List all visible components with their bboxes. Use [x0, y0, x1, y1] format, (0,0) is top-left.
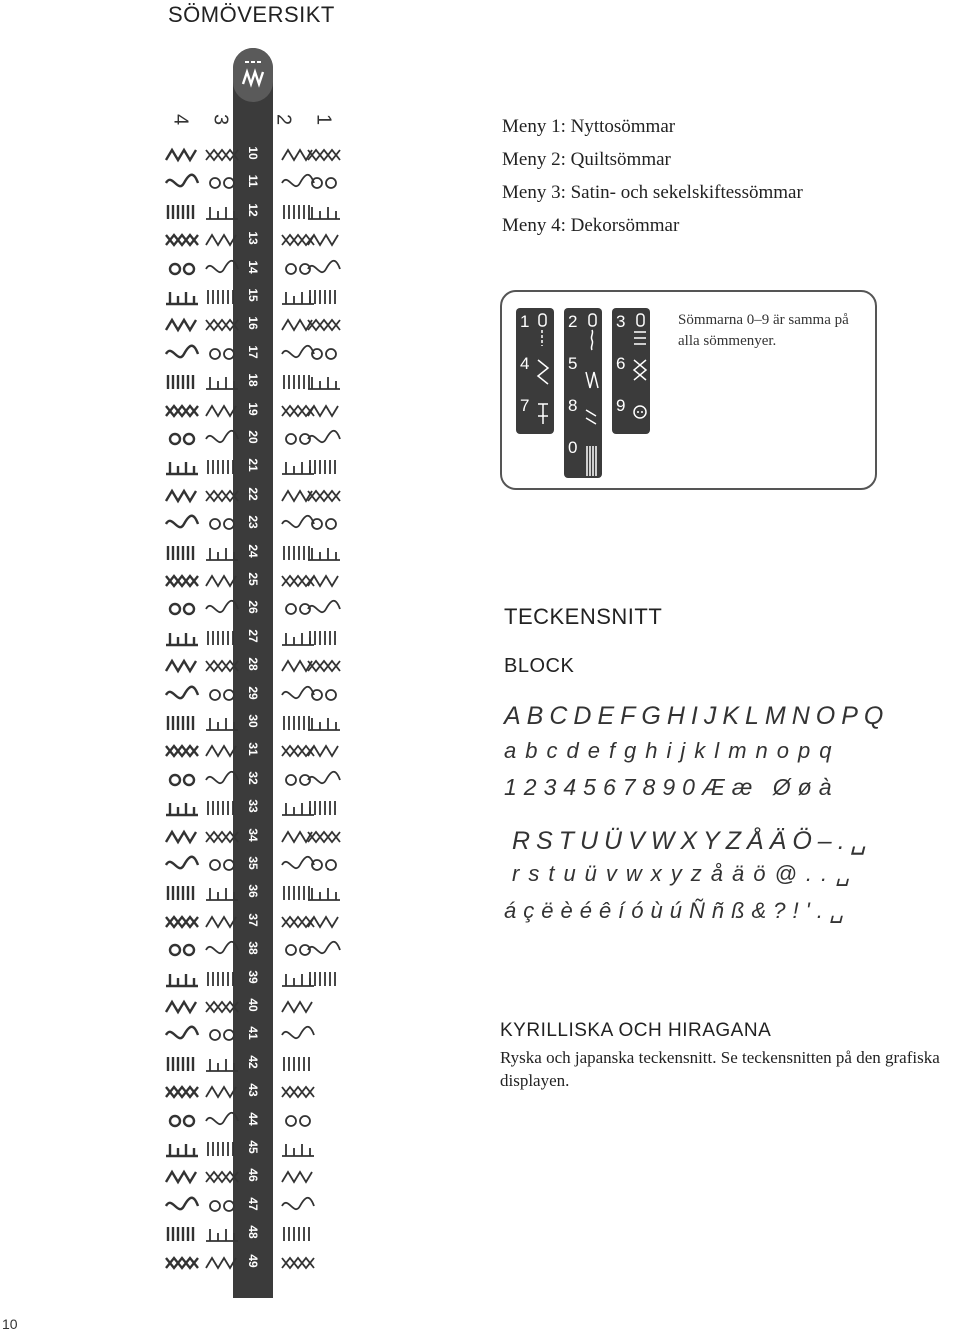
stitch-number: 26 [246, 600, 260, 615]
menu-item-4: Meny 4: Dekorsömmar [502, 215, 680, 236]
stitch-icon [204, 485, 240, 507]
stitch-icon [164, 542, 200, 564]
stitch-number: 24 [246, 543, 260, 558]
stitch-icon [164, 1110, 200, 1132]
stitch-icon [164, 229, 200, 251]
stitch-icon [204, 882, 240, 904]
stitch-icon [280, 1166, 316, 1188]
stitch-icon [164, 172, 200, 194]
stitch-icon [164, 258, 200, 280]
stitch-icon [204, 1166, 240, 1188]
key-6: 6 [616, 354, 626, 373]
block-title: BLOCK [504, 655, 575, 677]
stitch-icon [204, 1081, 240, 1103]
stitch-icon [164, 854, 200, 876]
stitch-number: 37 [246, 913, 260, 927]
stitch-icon [204, 229, 240, 251]
stitch-icon [164, 996, 200, 1018]
stitch-number: 31 [246, 742, 260, 757]
font-line-uppercase-2: RSTUÜVWXYZÅÄÖ–.␣ [512, 827, 873, 855]
menu-1-label: 1 [312, 113, 335, 126]
stitch-icon [204, 314, 240, 336]
stitch-number: 30 [246, 714, 260, 728]
stitch-icon [204, 1138, 240, 1160]
stitch-icon [204, 769, 240, 791]
menu-item-1: Meny 1: Nyttosömmar [502, 116, 676, 137]
stitch-icon [164, 826, 200, 848]
stitch-icon [204, 144, 240, 166]
basic-stitches-box [500, 290, 877, 490]
stitch-icon [164, 570, 200, 592]
stitch-number: 36 [246, 884, 260, 899]
stitch-icon [164, 968, 200, 990]
stitch-number: 44 [246, 1111, 260, 1126]
stitch-number: 22 [246, 487, 260, 501]
stitch-icon [204, 428, 240, 450]
stitch-number: 13 [246, 231, 260, 245]
stitch-icon [204, 854, 240, 876]
stitch-icon [164, 882, 200, 904]
bar-head [233, 48, 273, 102]
stitch-icon [164, 1252, 200, 1274]
stitch-icon [306, 542, 342, 564]
menu-2-label: 2 [272, 113, 295, 126]
stitch-icon [306, 712, 342, 734]
stitch-icon [164, 144, 200, 166]
stitch-icon [164, 740, 200, 762]
stitch-icon [204, 542, 240, 564]
stitch-number: 45 [246, 1140, 260, 1154]
menu-3-label: 3 [209, 113, 232, 126]
stitch-icon [164, 684, 200, 706]
stitch-icon [164, 456, 200, 478]
stitch-icon [280, 1024, 316, 1046]
stitch-number: 41 [246, 1026, 260, 1041]
menu-list [502, 110, 803, 242]
page-title: SÖMÖVERSIKT [168, 2, 335, 27]
stitch-icon [306, 968, 342, 990]
stitch-icons-col1 [536, 312, 550, 432]
stitch-number: 11 [246, 175, 260, 188]
stitch-icon [164, 1024, 200, 1046]
stitch-icon [164, 286, 200, 308]
stitch-number: 14 [246, 259, 260, 274]
menu-item-3: Meny 3: Satin- och sekelskiftessömmar [502, 182, 803, 203]
stitch-icon [204, 371, 240, 393]
key-8: 8 [568, 396, 578, 415]
stitch-icon [204, 172, 240, 194]
stitch-icon [306, 854, 342, 876]
key-7: 7 [520, 396, 530, 415]
fonts-title: TECKENSNITT [504, 604, 663, 629]
stitch-number: 48 [246, 1225, 260, 1239]
stitch-number: 12 [246, 203, 260, 217]
stitch-icon [204, 1053, 240, 1075]
key-3: 3 [616, 312, 626, 331]
font-line-lowercase-2: rstuüvwxyzåäö@..␣ [512, 861, 860, 886]
key-column-1 [516, 308, 554, 434]
stitch-icon [164, 797, 200, 819]
stitch-icon [164, 769, 200, 791]
stitch-icon [164, 1081, 200, 1103]
stitch-icon [306, 258, 342, 280]
stitch-icon [164, 939, 200, 961]
stitch-icon [164, 314, 200, 336]
stitch-number: 47 [246, 1197, 260, 1211]
stitch-icon [204, 286, 240, 308]
key-4: 4 [520, 354, 530, 373]
cyrillic-title: KYRILLISKA OCH HIRAGANA [500, 1020, 772, 1041]
stitch-icon [204, 797, 240, 819]
stitch-icon [164, 1166, 200, 1188]
stitch-icon [306, 939, 342, 961]
stitch-icon [306, 882, 342, 904]
stitch-icon [204, 343, 240, 365]
stitch-number: 28 [246, 657, 260, 671]
stitch-icon [306, 371, 342, 393]
stitch-icon [306, 400, 342, 422]
stitch-number: 25 [246, 572, 260, 586]
stitch-icon [164, 1138, 200, 1160]
stitch-icon [306, 144, 342, 166]
stitch-icon [164, 1195, 200, 1217]
stitch-icon [306, 456, 342, 478]
stitch-icon [306, 343, 342, 365]
stitch-icon [280, 1223, 316, 1245]
stitch-icon [306, 627, 342, 649]
stitch-number: 32 [246, 771, 260, 785]
stitch-icon [306, 286, 342, 308]
stitch-icon [204, 740, 240, 762]
stitch-icon [204, 712, 240, 734]
stitch-icon [204, 570, 240, 592]
stitch-icon [164, 513, 200, 535]
stitch-number: 40 [246, 998, 260, 1012]
stitch-icon [164, 428, 200, 450]
font-line-lowercase-1: abcdefghijklmnopq [504, 738, 841, 763]
stitch-icon [204, 1223, 240, 1245]
stitch-icon [204, 996, 240, 1018]
stitch-number: 27 [246, 629, 260, 643]
stitch-number: 35 [246, 856, 260, 870]
box-note: Sömmarna 0–9 är samma på alla sömmenyer. [678, 312, 849, 349]
stitch-icon [280, 1110, 316, 1132]
stitch-icon [306, 684, 342, 706]
stitch-number: 20 [246, 430, 260, 444]
key-column-3 [612, 308, 650, 434]
stitch-icon [306, 911, 342, 933]
stitch-icon [306, 513, 342, 535]
stitch-icon [306, 485, 342, 507]
stitch-number: 38 [246, 941, 260, 955]
stitch-icon [280, 1195, 316, 1217]
font-line-digits: 1234567890Ææ Øøà [504, 774, 839, 800]
stitch-icon [204, 400, 240, 422]
stitch-icon [280, 996, 316, 1018]
stitch-icon [164, 201, 200, 223]
stitch-icon [204, 939, 240, 961]
stitch-icon [204, 684, 240, 706]
key-9: 9 [616, 396, 626, 415]
stitch-icon [306, 172, 342, 194]
stitch-icon [204, 456, 240, 478]
stitch-number: 42 [246, 1055, 260, 1069]
stitch-icon [204, 201, 240, 223]
stitch-icon [164, 400, 200, 422]
stitch-icon [280, 1138, 316, 1160]
stitch-icon [164, 712, 200, 734]
stitch-icon [204, 258, 240, 280]
stitch-icon [306, 740, 342, 762]
stitch-icon [164, 343, 200, 365]
key-1: 1 [520, 312, 530, 331]
stitch-icon [204, 968, 240, 990]
stitch-number: 34 [246, 827, 260, 842]
stitch-number: 18 [246, 373, 260, 387]
stitch-icon [280, 1252, 316, 1274]
font-line-uppercase-1: ABCDEFGHIJKLMNOPQ [504, 702, 890, 730]
stitch-icon [164, 1053, 200, 1075]
stitch-number: 17 [246, 345, 260, 359]
stitch-icon [164, 598, 200, 620]
stitch-number: 49 [246, 1253, 260, 1268]
key-5: 5 [568, 354, 578, 373]
stitch-number: 39 [246, 969, 260, 984]
stitch-icon [204, 627, 240, 649]
key-2: 2 [568, 312, 578, 331]
stitch-icon [306, 797, 342, 819]
key-column-2 [564, 308, 602, 478]
stitch-icon [164, 485, 200, 507]
stitch-icon [204, 655, 240, 677]
stitch-icon [204, 513, 240, 535]
stitch-number: 19 [246, 401, 260, 416]
stitch-icon [204, 1195, 240, 1217]
menu-item-2: Meny 2: Quiltsömmar [502, 149, 671, 170]
stitch-icon [306, 598, 342, 620]
stitch-icon [204, 911, 240, 933]
stitch-icon [164, 911, 200, 933]
stitch-number: 43 [246, 1083, 260, 1097]
stitch-icon [280, 1081, 316, 1103]
stitch-number: 16 [246, 316, 260, 331]
stitch-number: 15 [246, 288, 260, 302]
cyrillic-text: Ryska och japanska teckensnitt. Se teckensnitten på den grafiska displayen. [500, 1048, 940, 1090]
stitch-number: 46 [246, 1168, 260, 1183]
stitch-icon [164, 1223, 200, 1245]
page-number: 10 [2, 1316, 18, 1332]
stitch-icons-col3 [632, 312, 648, 432]
stitch-icon [164, 655, 200, 677]
stitch-icon [306, 314, 342, 336]
stitch-icon [164, 627, 200, 649]
stitch-icon [306, 229, 342, 251]
stitch-number: 23 [246, 515, 260, 529]
font-line-accents: áçëèéêíóùúÑñß&?!'.␣ [504, 898, 851, 923]
stitch-icon [306, 826, 342, 848]
stitch-icons-col2 [584, 312, 600, 478]
stitch-icon [204, 1024, 240, 1046]
stitch-icon [164, 371, 200, 393]
key-0: 0 [568, 438, 578, 457]
stitch-icon [306, 769, 342, 791]
stitch-number: 33 [246, 799, 260, 813]
stitch-icon [204, 598, 240, 620]
stitch-icon [204, 1252, 240, 1274]
stitch-icon [204, 826, 240, 848]
stitch-menu-icon [239, 56, 267, 92]
stitch-number: 10 [246, 146, 260, 160]
stitch-number: 29 [246, 685, 260, 700]
stitch-icon [306, 570, 342, 592]
menu-4-label: 4 [169, 113, 192, 126]
stitch-icon [306, 428, 342, 450]
stitch-icon [280, 1053, 316, 1075]
stitch-number: 21 [246, 458, 260, 473]
stitch-icon [306, 655, 342, 677]
stitch-icon [204, 1110, 240, 1132]
stitch-icon [306, 201, 342, 223]
